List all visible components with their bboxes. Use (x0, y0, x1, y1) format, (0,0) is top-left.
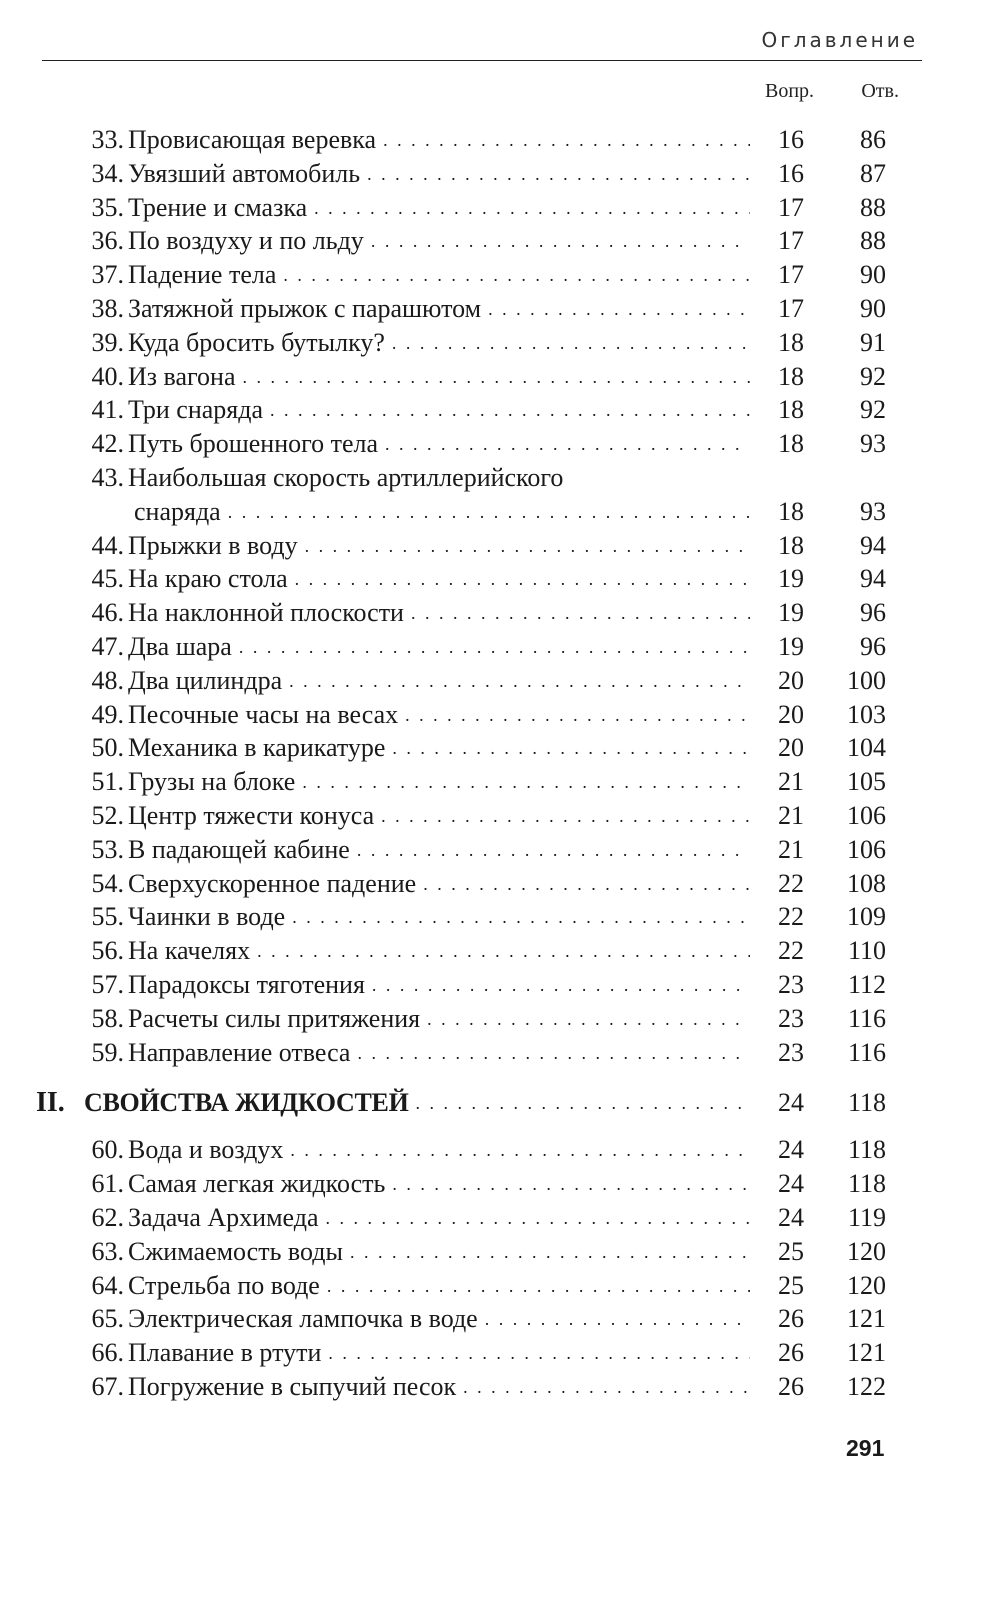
toc-entry-title: Задача Архимеда . . . (128, 1201, 750, 1236)
toc-entry[interactable] (0, 968, 982, 1002)
toc-entry-title: Увязший автомобиль . . . (128, 157, 750, 192)
toc-entry-title: Путь брошенного тела . . . (128, 427, 750, 462)
toc-entry-question-page: 26 (778, 1371, 804, 1401)
toc-entry-answer-page: 100 (847, 665, 886, 695)
toc-entry-number: 64. (91, 1270, 124, 1300)
toc-entry[interactable] (0, 1269, 982, 1303)
toc-entry-question-page: 19 (778, 631, 804, 661)
toc-entry-number: 43. (91, 462, 124, 492)
toc-entry-number: 50. (91, 733, 124, 763)
toc-entry[interactable] (0, 698, 982, 732)
toc-entry[interactable] (0, 765, 982, 799)
toc-entry-title: Механика в карикатуре . . . (128, 731, 750, 766)
toc-entry-number: 59. (91, 1037, 124, 1067)
section-number: II. (36, 1087, 65, 1119)
toc-entry[interactable] (0, 1036, 982, 1070)
toc-entry-answer-page: 92 (860, 361, 886, 391)
toc-entry[interactable] (0, 934, 982, 968)
toc-entry-answer-page: 96 (860, 598, 886, 628)
column-header-question: Вопр. (765, 80, 815, 102)
toc-entry-title: Два цилиндра . . . (128, 664, 750, 699)
toc-entry-number: 39. (91, 327, 124, 357)
toc-entry-answer-page: 110 (847, 936, 886, 966)
toc-entry-question-page: 25 (778, 1270, 804, 1300)
toc-entry-number: 47. (91, 631, 124, 661)
toc-entry-answer-page: 106 (847, 834, 886, 864)
toc-entry-title: Электрическая лампочка в воде . . . (128, 1302, 750, 1337)
toc-entry-title: Прыжки в воду . . . (128, 529, 750, 564)
toc-entry-question-page: 17 (778, 260, 804, 290)
table-of-contents (0, 123, 982, 1404)
toc-entry[interactable] (0, 1201, 982, 1235)
running-header (42, 26, 922, 61)
toc-entry-answer-page: 121 (847, 1338, 886, 1368)
toc-entry[interactable] (0, 427, 982, 461)
toc-entry-number: 60. (91, 1135, 124, 1165)
toc-entry-question-page: 17 (778, 293, 804, 323)
toc-entry-number: 61. (91, 1169, 124, 1199)
toc-entry-number: 58. (91, 1003, 124, 1033)
toc-entry-question-page: 17 (778, 226, 804, 256)
toc-entry[interactable] (0, 393, 982, 427)
toc-entry-answer-page: 119 (847, 1202, 886, 1232)
toc-entry[interactable] (0, 224, 982, 258)
toc-entry-number: 48. (91, 665, 124, 695)
toc-entry-number: 37. (91, 260, 124, 290)
toc-entry-title: Чаинки в воде . . . (128, 900, 750, 935)
toc-entry-question-page: 17 (778, 192, 804, 222)
toc-entry-number: 41. (91, 395, 124, 425)
toc-entry-number: 56. (91, 936, 124, 966)
toc-entry[interactable] (0, 258, 982, 292)
toc-entry-title: Наибольшая скорость артиллерийского (128, 462, 564, 492)
toc-entry-title: Плавание в ртути . . . (128, 1336, 750, 1371)
toc-entry-answer-page: 103 (847, 699, 886, 729)
toc-entry[interactable] (0, 292, 982, 326)
toc-entry-question-page: 21 (778, 767, 804, 797)
toc-entry-question-page: 23 (778, 1037, 804, 1067)
toc-entry-answer-page: 94 (860, 530, 886, 560)
toc-entry-title: Расчеты силы притяжения . . . (128, 1002, 750, 1037)
toc-entry-title: Грузы на блоке . . . (128, 765, 750, 800)
toc-entry[interactable] (0, 664, 982, 698)
toc-entry-question-page: 18 (778, 429, 804, 459)
toc-entry-answer-page: 104 (847, 733, 886, 763)
toc-entry-number: 46. (91, 598, 124, 628)
toc-entry[interactable] (0, 326, 982, 360)
toc-entry-number: 55. (91, 902, 124, 932)
toc-entry-number: 66. (91, 1338, 124, 1368)
toc-entry-title: Погружение в сыпучий песок . . . (128, 1370, 750, 1405)
toc-entry-answer-page: 122 (847, 1371, 886, 1401)
toc-entry-question-page: 21 (778, 834, 804, 864)
toc-entry-answer-page: 116 (847, 1037, 886, 1067)
toc-entry-title: Падение тела . . . (128, 258, 750, 293)
toc-entry-number: 49. (91, 699, 124, 729)
toc-entry-question-page: 20 (778, 665, 804, 695)
toc-entry[interactable] (0, 562, 982, 596)
toc-entry-continuation[interactable] (0, 495, 982, 529)
toc-entry-question-page: 18 (778, 327, 804, 357)
section-answer-page: 118 (847, 1088, 886, 1118)
toc-entry-number: 51. (91, 767, 124, 797)
toc-entry-answer-page: 88 (860, 192, 886, 222)
toc-entry-number: 67. (91, 1371, 124, 1401)
toc-entry-question-page: 25 (778, 1236, 804, 1266)
toc-entry[interactable] (0, 596, 982, 630)
toc-entry-title: Сжимаемость воды . . . (128, 1235, 750, 1270)
toc-entry-question-page: 16 (778, 125, 804, 154)
toc-entry-title: В падающей кабине . . . (128, 833, 750, 868)
running-header-title: Оглавление (761, 28, 918, 52)
toc-entry-title: Центр тяжести конуса . . . (128, 799, 750, 834)
toc-entry[interactable] (0, 900, 982, 934)
toc-entry[interactable] (0, 191, 982, 225)
toc-entry[interactable] (0, 833, 982, 867)
toc-entry-answer-page: 120 (847, 1270, 886, 1300)
toc-entry-answer-page: 90 (860, 293, 886, 323)
toc-entry-number: 65. (91, 1304, 124, 1334)
toc-entry-answer-page: 105 (847, 767, 886, 797)
toc-entry-answer-page: 108 (847, 868, 886, 898)
toc-entry[interactable] (0, 731, 982, 765)
toc-entry-number: 45. (91, 564, 124, 594)
toc-entry-answer-page: 121 (847, 1304, 886, 1334)
toc-entry[interactable] (0, 1336, 982, 1370)
toc-entry-answer-page: 92 (860, 395, 886, 425)
toc-entry-question-page: 24 (778, 1135, 804, 1165)
toc-entry-title: На качелях . . . (128, 934, 750, 969)
toc-entry[interactable] (0, 630, 982, 664)
toc-entry-number: 33. (91, 125, 124, 154)
toc-entry-title: Провисающая веревка . . . (128, 123, 750, 158)
toc-entry-number: 57. (91, 969, 124, 999)
toc-entry-title: На наклонной плоскости . . . (128, 596, 750, 631)
toc-entry-answer-page: 109 (847, 902, 886, 932)
toc-entry-title: Сверхускоренное падение . . . (128, 867, 750, 902)
toc-entry-answer-page: 91 (860, 327, 886, 357)
section-question-page: 24 (778, 1088, 804, 1118)
toc-entry-number: 42. (91, 429, 124, 459)
toc-entry-title: Из вагона . . . (128, 360, 750, 395)
toc-entry-answer-page: 120 (847, 1236, 886, 1266)
toc-entry-question-page: 24 (778, 1169, 804, 1199)
toc-entry-question-page: 24 (778, 1202, 804, 1232)
toc-entry-title: Вода и воздух . . . (128, 1133, 750, 1168)
toc-section-heading[interactable] (0, 1073, 982, 1133)
toc-entry-number: 63. (91, 1236, 124, 1266)
toc-entry-title: Самая легкая жидкость . . . (128, 1167, 750, 1202)
toc-entry-answer-page: 90 (860, 260, 886, 290)
toc-entry-question-page: 20 (778, 733, 804, 763)
toc-entry-title: Направление отвеса . . . (128, 1036, 750, 1071)
toc-entry-answer-page: 93 (860, 429, 886, 459)
toc-entry-number: 38. (91, 293, 124, 323)
toc-entry-question-page: 18 (778, 395, 804, 425)
toc-entry-title: Куда бросить бутылку? . . . (128, 326, 750, 361)
toc-entry-question-page: 22 (778, 868, 804, 898)
toc-entry-answer-page: 118 (847, 1135, 886, 1165)
toc-entry-question-page: 19 (778, 598, 804, 628)
column-header-answer: Отв. (861, 80, 899, 102)
toc-entry-question-page: 20 (778, 699, 804, 729)
toc-entry-number: 34. (91, 158, 124, 188)
toc-entry-title: Затяжной прыжок с парашютом . . . (128, 292, 750, 327)
toc-entry[interactable] (0, 1167, 982, 1201)
toc-entry-answer-page: 86 (860, 125, 886, 154)
toc-entry-answer-page: 112 (847, 969, 886, 999)
toc-entry-question-page: 23 (778, 1003, 804, 1033)
toc-entry-answer-page: 106 (847, 800, 886, 830)
toc-entry-answer-page: 116 (847, 1003, 886, 1033)
toc-entry[interactable] (0, 360, 982, 394)
section-title: СВОЙСТВА ЖИДКОСТЕЙ . . . (84, 1073, 750, 1133)
toc-entry-title: Три снаряда . . . (128, 393, 750, 428)
toc-entry-number: 44. (91, 530, 124, 560)
toc-entry-question-page: 19 (778, 564, 804, 594)
toc-entry-question-page: 18 (778, 496, 804, 526)
toc-entry-question-page: 23 (778, 969, 804, 999)
toc-entry[interactable] (0, 529, 982, 563)
toc-entry[interactable] (0, 799, 982, 833)
toc-entry-number: 53. (91, 834, 124, 864)
toc-entry-answer-page: 88 (860, 226, 886, 256)
toc-entry-number: 54. (91, 868, 124, 898)
toc-entry-number: 36. (91, 226, 124, 256)
toc-entry[interactable] (0, 461, 982, 495)
toc-entry-number: 62. (91, 1202, 124, 1232)
toc-entry[interactable] (0, 1302, 982, 1336)
toc-entry-answer-page: 96 (860, 631, 886, 661)
toc-entry-title: Песочные часы на весах . . . (128, 698, 750, 733)
toc-entry-question-page: 18 (778, 530, 804, 560)
toc-entry-title: Парадоксы тяготения . . . (128, 968, 750, 1003)
toc-entry[interactable] (0, 1370, 982, 1404)
toc-entry[interactable] (0, 123, 982, 157)
toc-entry-number: 40. (91, 361, 124, 391)
toc-entry-question-page: 21 (778, 800, 804, 830)
toc-entry-question-page: 26 (778, 1304, 804, 1334)
toc-entry-number: 35. (91, 192, 124, 222)
toc-entry-question-page: 22 (778, 936, 804, 966)
toc-entry-title: Два шара . . . (128, 630, 750, 665)
toc-entry-question-page: 26 (778, 1338, 804, 1368)
toc-entry[interactable] (0, 1133, 982, 1167)
toc-entry[interactable] (0, 1235, 982, 1269)
toc-entry-question-page: 16 (778, 158, 804, 188)
toc-entry-title-continued: снаряда . . . (134, 495, 750, 530)
toc-entry-title: Стрельба по воде . . . (128, 1269, 750, 1304)
toc-entry-title: Трение и смазка . . . (128, 191, 750, 226)
toc-entry-number: 52. (91, 800, 124, 830)
page-number: 291 (846, 1435, 885, 1461)
toc-entry-question-page: 22 (778, 902, 804, 932)
toc-entry[interactable] (0, 157, 982, 191)
toc-entry-title: По воздуху и по льду . . . (128, 224, 750, 259)
toc-entry[interactable] (0, 1002, 982, 1036)
toc-entry-answer-page: 87 (860, 158, 886, 188)
toc-entry-title: На краю стола . . . (128, 562, 750, 597)
toc-entry[interactable] (0, 867, 982, 901)
toc-entry-answer-page: 118 (847, 1169, 886, 1199)
toc-entry-answer-page: 94 (860, 564, 886, 594)
toc-entry-answer-page: 93 (860, 496, 886, 526)
toc-entry-question-page: 18 (778, 361, 804, 391)
